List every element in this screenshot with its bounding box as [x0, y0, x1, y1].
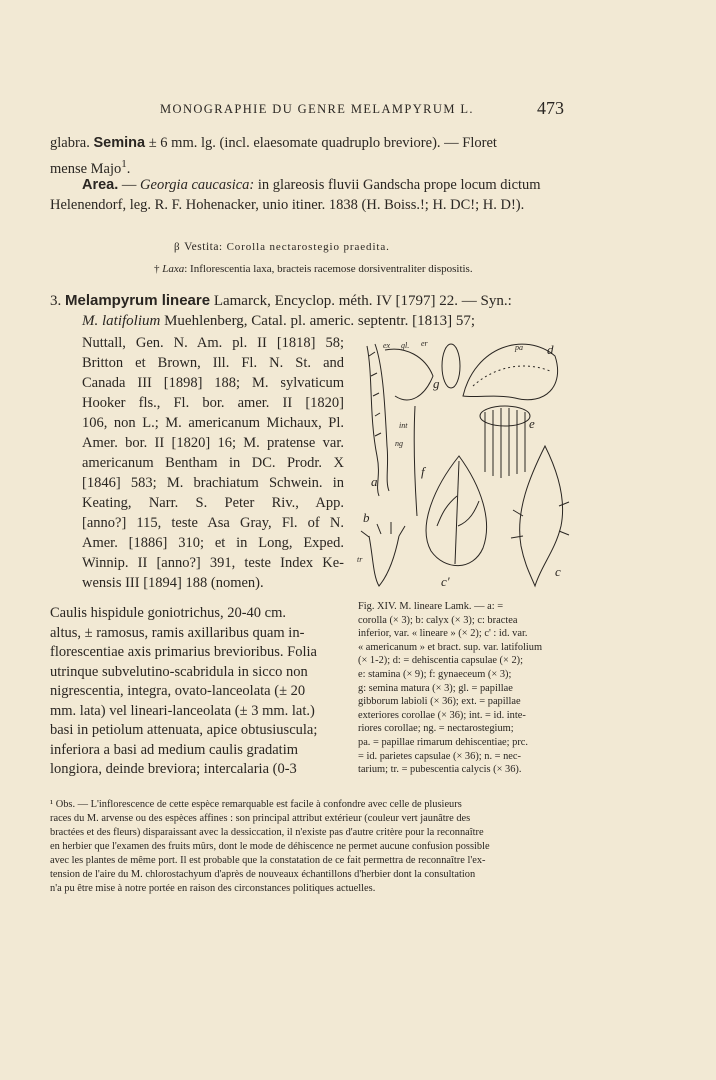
stamens	[485, 408, 525, 478]
footnote-line: n'a pu être mise à notre portée en raison des circonstances politiques actuelles.	[50, 883, 376, 894]
figure-label-f: f	[421, 464, 425, 479]
dagger-text: : Inflorescentia laxa, bracteis racemose dorsiventraliter dispositis.	[184, 263, 473, 275]
description-line: nigrescentia, integra, ovato-lanceolata (± 20	[50, 683, 306, 699]
caption-line: Fig. XIV. M. lineare Lamk. — a: =	[358, 601, 504, 612]
figure-label-b: b	[363, 510, 370, 525]
species-line-1	[50, 292, 512, 310]
caption-line: pa. = papillae rimarum dehiscentiae; prc.	[358, 737, 529, 748]
beta-symbol: β	[174, 241, 185, 253]
species-line-2	[82, 312, 475, 330]
figure-label-c-prime: c'	[441, 574, 450, 589]
calyx	[369, 536, 399, 586]
synonym-line: wensis III [1894] 188 (nomen).	[82, 575, 264, 591]
figure-label-d: d	[547, 342, 554, 357]
footnote-line: races du M. arvense ou des espèces affines : son principal attribut extérieur (couleur vert jaunâtre des	[50, 813, 471, 824]
description-line: utrinque subvelutino-scabridula in sicco non	[50, 663, 308, 680]
footnote-line: tension de l'aire du M. chlorostachyum d'après de nouveaux échantillons d'herbier dont la consultation	[50, 869, 476, 880]
running-title: MONOGRAPHIE DU GENRE MELAMPYRUM L.	[160, 102, 474, 116]
beta-label: Vestita	[184, 241, 219, 253]
synonym-line: [anno?] 115, teste Asa Gray, Fl. of N.	[82, 515, 344, 531]
footnote-line: avec les plantes de même port. Il est probable que la constatation de ce fait permettra de reconnaître l'ex-	[50, 855, 486, 866]
species-number: 3.	[50, 293, 65, 309]
area-line-2: Helenendorf, leg. R. F. Hohenacker, unio itiner. 1838 (H. Boiss.!; H. DC!; H. D!).	[50, 197, 525, 213]
caption-line: inferior, var. « lineare » (× 2); c' : id. var.	[358, 628, 528, 640]
bract-midrib	[455, 461, 459, 564]
caption-line: = id. parietes capsulae (× 36); n. = nec-	[358, 750, 521, 762]
area-label: Area.	[82, 177, 119, 193]
caption-line: (× 1-2); d: = dehiscentia capsulae (× 2);	[358, 655, 524, 667]
description-line: altus, ± ramosus, ramis axillaribus quam in-	[50, 624, 305, 641]
caption-line: g: semina matura (× 3); gl. = papillae	[358, 682, 513, 694]
synonym-line: Keating, Narr. S. Peter Riv., App.	[82, 495, 344, 511]
capsule-dehiscence	[473, 366, 550, 386]
area-line-1	[82, 176, 541, 194]
synonym-line: Amer. [1886] 310; et in Long, Exped.	[82, 535, 344, 551]
dagger-symbol: †	[154, 263, 163, 275]
figure-plate	[355, 336, 570, 591]
corolla-outline-2	[375, 344, 389, 491]
figure-label-g: g	[433, 376, 440, 391]
bract-americanum	[426, 456, 486, 566]
figure-label-er: er	[421, 339, 428, 348]
area-dash: —	[118, 177, 141, 193]
figure-label-e: e	[529, 416, 535, 431]
synonym-line: americanum Bentham in DC. Prodr. X	[82, 455, 344, 471]
figure-label-gl: gl.	[401, 341, 410, 350]
figure-label-tr: tr	[357, 555, 363, 564]
intro-line-2	[50, 155, 130, 178]
synonym-line: Canada III [1898] 188; M. sylvaticum	[82, 375, 344, 391]
figure-label-ex: ex	[383, 341, 391, 350]
style	[414, 406, 417, 516]
footnote-line: bractées et des fleurs) disparaissant avec la dessiccation, il n'existe pas d'autre critère pour la reconnaître	[50, 827, 484, 838]
synonym-line: Hooker fls., Fl. bor. amer. II [1820]	[82, 395, 344, 411]
description-line: basi in petiolum attenuata, apice obtusiuscula;	[50, 722, 318, 738]
description-line: Caulis hispidule goniotrichus, 20-40 cm.	[50, 605, 287, 621]
figure-label-c: c	[555, 564, 561, 579]
synonym-citation: Muehlenberg, Catal. pl. americ. septentr. [1813] 57;	[160, 313, 475, 329]
synonym-line: Winnip. II [anno?] 391, teste Index Ke-	[82, 555, 344, 571]
area-region: Georgia caucasica:	[140, 177, 255, 193]
intro-text-2: ± 6 mm. lg. (incl. elaesomate quadruplo breviore). — Floret	[145, 135, 497, 151]
footnote-line: en herbier que l'examen des fruits mûrs, dont le mode de déhiscence ne permet aucune confusion possible	[50, 841, 490, 852]
figure-label-int: int	[399, 421, 408, 430]
synonym-line: Nuttall, Gen. N. Am. pl. II [1818] 58;	[82, 335, 344, 351]
dagger-label: Laxa	[162, 263, 185, 275]
anthers	[480, 406, 530, 426]
description-line: inferiora a basi ad medium caulis gradatim	[50, 741, 299, 758]
figure-label-a: a	[371, 474, 378, 489]
beta-text: : Corolla nectarostegio praedita.	[218, 241, 390, 253]
intro-line-1	[50, 134, 570, 152]
caption-line: corolla (× 3); b: calyx (× 3); c: bractea	[358, 614, 518, 626]
bract-veins	[437, 496, 479, 526]
capsule	[463, 344, 558, 400]
intro-text-4: .	[126, 160, 131, 177]
section-beta	[174, 238, 390, 256]
seed	[442, 344, 460, 388]
species-name: Melampyrum lineare	[65, 292, 211, 309]
synonym-line: Britton et Brown, Ill. Fl. N. St. and	[82, 355, 344, 371]
synonym-line: Amer. bor. II [1820] 16; M. pratense var.	[82, 435, 344, 451]
intro-text-3: mense Majo	[50, 160, 122, 177]
area-text: in glareosis fluvii Gandscha prope locum dictum	[254, 177, 541, 193]
running-header	[0, 98, 716, 122]
figure-label-pa: pa	[515, 343, 523, 352]
description-line: mm. lata) vel lineari-lanceolata (± 3 mm. lat.)	[50, 702, 315, 719]
semina-label: Semina	[93, 135, 146, 151]
description-line: longiora, deinde breviora; intercalaria (0-3	[50, 761, 297, 777]
synonym-line: 106, non L.; M. americanum Michaux, Pl.	[82, 415, 344, 431]
corolla-lip	[385, 349, 433, 400]
caption-line: « americanum » et bract. sup. var. latifolium	[358, 641, 543, 653]
caption-line: riores corollae; ng. = nectarostegium;	[358, 723, 514, 735]
footnote-line: ¹ Obs. — L'inflorescence de cette espèce remarquable est facile à confondre avec celle de plusieurs	[50, 799, 462, 810]
section-dagger	[154, 260, 473, 278]
caption-line: tarium; tr. = pubescentia calycis (× 36).	[358, 764, 522, 776]
synonym-line: [1846] 583; M. brachiatum Schwein. in	[82, 475, 344, 491]
caption-line: gibborum labioli (× 36); ext. = papillae	[358, 696, 521, 708]
footnote-marker: 1	[121, 158, 127, 170]
caption-line: e: stamina (× 9); f: gynaeceum (× 3);	[358, 669, 512, 680]
species-citation: Lamarck, Encyclop. méth. IV [1797] 22. — Syn.:	[210, 293, 512, 309]
figure-label-ng: ng	[395, 439, 403, 448]
intro-text: glabra.	[50, 135, 94, 151]
page-number: 473	[537, 98, 564, 118]
synonym-name: M. latifolium	[82, 313, 161, 329]
description-line: florescentiae axis primarius brevioribus. Folia	[50, 644, 317, 660]
caption-line: exteriores corollae (× 36); int. = id. inte-	[358, 709, 526, 721]
